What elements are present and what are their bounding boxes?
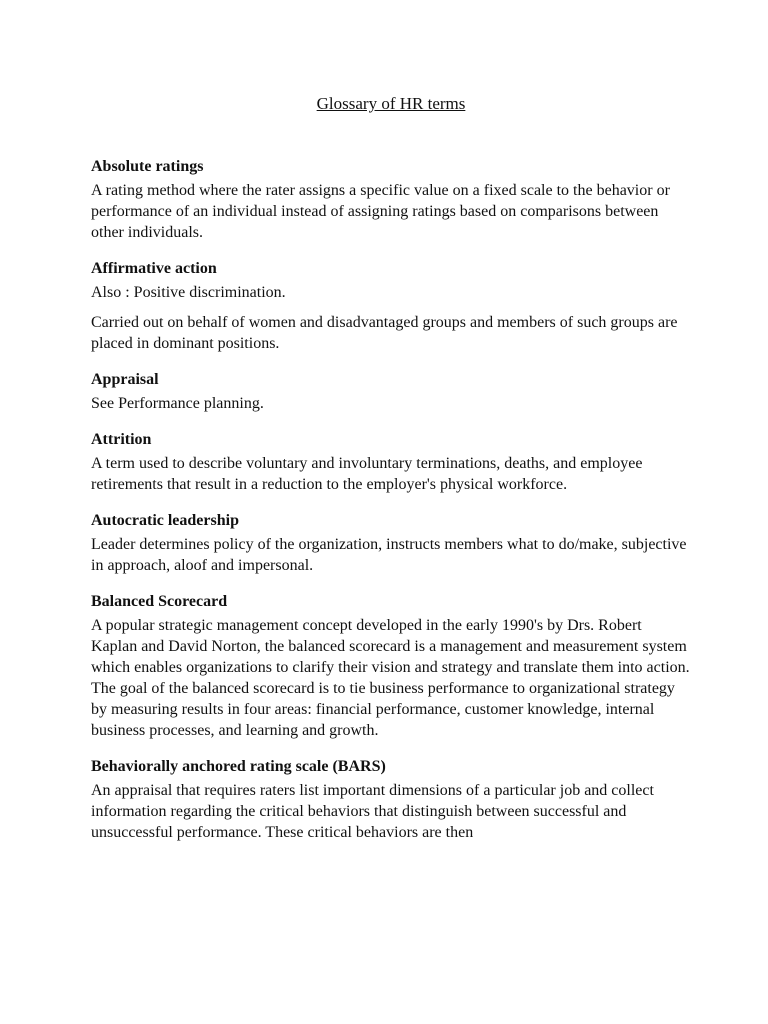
glossary-term: Behaviorally anchored rating scale (BARS)	[91, 758, 386, 775]
glossary-definition: Carried out on behalf of women and disadvantaged groups and members of such groups are placed in dominant positions.	[91, 314, 678, 352]
glossary-definition: A rating method where the rater assigns a specific value on a fixed scale to the behavior or performance of an individual instead of assigning ratings based on comparisons between other individuals.	[91, 182, 670, 241]
glossary-definition: Also : Positive discrimination.	[91, 284, 286, 301]
document-page	[91, 93, 691, 859]
glossary-term: Attrition	[91, 431, 152, 448]
document-title: Glossary of HR terms	[316, 94, 466, 113]
glossary-entry-attrition	[91, 430, 691, 495]
glossary-definition: Leader determines policy of the organization, instructs members what to do/make, subjective in approach, aloof and impersonal.	[91, 536, 687, 574]
glossary-definition: A term used to describe voluntary and involuntary terminations, deaths, and employee retirements that result in a reduction to the employer's physical workforce.	[91, 455, 643, 493]
glossary-entry-autocratic-leadership	[91, 511, 691, 576]
glossary-entry-appraisal	[91, 370, 691, 414]
glossary-term: Affirmative action	[91, 260, 217, 277]
glossary-entry-bars	[91, 757, 691, 843]
glossary-term: Balanced Scorecard	[91, 593, 228, 610]
glossary-definition: See Performance planning.	[91, 395, 264, 412]
glossary-definition: An appraisal that requires raters list important dimensions of a particular job and collect information regarding the critical behaviors that distinguish between successful and unsuccessful performance. These critical behaviors are then	[91, 782, 654, 841]
glossary-entry-affirmative-action	[91, 259, 691, 354]
glossary-definition: A popular strategic management concept developed in the early 1990's by Drs. Robert Kaplan and David Norton, the balanced scorecard is a management and measurement system which enables organizations to clarify their vision and strategy and translate them into action. The goal of the balanced scorecard is to tie business performance to organizational strategy by measuring results in four areas: financial performance, customer knowledge, internal business processes, and learning and growth.	[91, 617, 690, 739]
glossary-entry-balanced-scorecard	[91, 592, 691, 741]
glossary-term: Autocratic leadership	[91, 512, 239, 529]
glossary-entry-absolute-ratings	[91, 157, 691, 243]
glossary-term: Absolute ratings	[91, 158, 204, 175]
glossary-term: Appraisal	[91, 371, 159, 388]
